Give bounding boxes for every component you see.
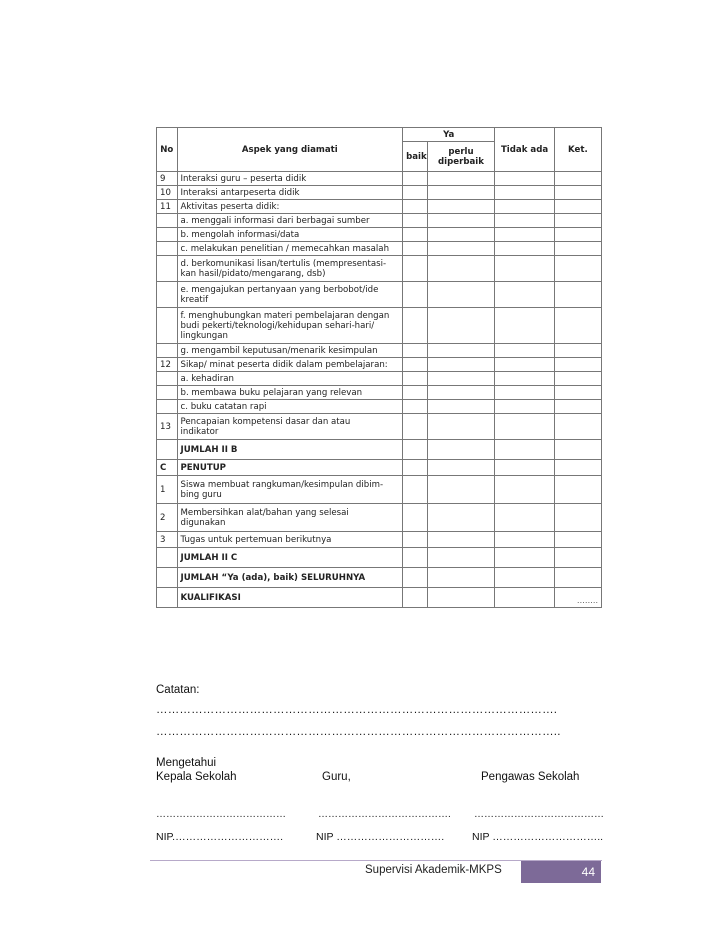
header-aspek: Aspek yang diamati <box>177 128 403 172</box>
table-row <box>157 568 602 588</box>
tidak-ada-cell[interactable] <box>495 186 554 200</box>
table-row <box>157 400 602 414</box>
baik-cell[interactable] <box>403 228 428 242</box>
ket-cell[interactable] <box>554 358 601 372</box>
tidak-ada-cell[interactable] <box>495 386 554 400</box>
notes-line-2: ………………………………………………………………………………………….. <box>156 726 561 738</box>
baik-cell[interactable] <box>403 358 428 372</box>
tidak-ada-cell[interactable] <box>495 504 554 532</box>
perlu-cell[interactable] <box>427 256 495 282</box>
row-aspect-text: g. mengambil keputusan/menarik kesimpulan <box>177 344 403 358</box>
baik-cell[interactable] <box>403 256 428 282</box>
observation-sheet <box>156 127 602 608</box>
table-row <box>157 256 602 282</box>
header-perlu: perlu diperbaik <box>427 142 495 172</box>
table-row <box>157 214 602 228</box>
perlu-cell[interactable] <box>427 344 495 358</box>
tidak-ada-cell[interactable] <box>495 256 554 282</box>
baik-cell[interactable] <box>403 344 428 358</box>
baik-cell[interactable] <box>403 200 428 214</box>
tidak-ada-cell[interactable] <box>495 532 554 548</box>
ket-cell[interactable] <box>554 476 601 504</box>
pengawas-label: Pengawas Sekolah <box>481 771 580 783</box>
row-number <box>157 256 178 282</box>
ket-cell[interactable] <box>554 214 601 228</box>
row-aspect-text: d. berkomunikasi lisan/tertulis (mempresentasi- kan hasil/pidato/mengarang, dsb) <box>177 256 403 282</box>
row-aspect-text: JUMLAH “Ya (ada), baik) SELURUHNYA <box>177 568 403 588</box>
ket-cell[interactable] <box>554 414 601 440</box>
baik-cell[interactable] <box>403 476 428 504</box>
row-number: C <box>157 460 178 476</box>
row-number <box>157 242 178 256</box>
row-aspect-text: b. mengolah informasi/data <box>177 228 403 242</box>
perlu-cell[interactable] <box>427 172 495 186</box>
perlu-cell[interactable] <box>427 214 495 228</box>
kepala-sekolah-label: Kepala Sekolah <box>156 771 237 783</box>
row-number <box>157 308 178 344</box>
perlu-cell[interactable] <box>427 588 495 608</box>
signature-section <box>156 757 606 847</box>
row-aspect-text: JUMLAH II C <box>177 548 403 568</box>
ket-cell: …….. <box>554 588 601 608</box>
table-body <box>157 172 602 608</box>
row-number <box>157 372 178 386</box>
baik-cell[interactable] <box>403 568 428 588</box>
table-row <box>157 386 602 400</box>
table-row <box>157 344 602 358</box>
header-ket: Ket. <box>554 128 601 172</box>
row-number <box>157 214 178 228</box>
notes-line-1: …………………………………………………………………………………………. <box>156 704 558 716</box>
row-aspect-text: PENUTUP <box>177 460 403 476</box>
table-row <box>157 242 602 256</box>
tidak-ada-cell[interactable] <box>495 172 554 186</box>
row-aspect-text: b. membawa buku pelajaran yang relevan <box>177 386 403 400</box>
perlu-cell[interactable] <box>427 414 495 440</box>
row-aspect-text: Interaksi antarpeserta didik <box>177 186 403 200</box>
row-aspect-text: Tugas untuk pertemuan berikutnya <box>177 532 403 548</box>
row-number <box>157 568 178 588</box>
row-number: 1 <box>157 476 178 504</box>
footer-title: Supervisi Akademik-MKPS <box>365 864 502 876</box>
signature-line-guru: …………………………………. <box>318 809 451 820</box>
table-row <box>157 414 602 440</box>
ket-cell[interactable] <box>554 568 601 588</box>
table-row <box>157 282 602 308</box>
row-aspect-text: Interaksi guru – peserta didik <box>177 172 403 186</box>
row-number <box>157 588 178 608</box>
tidak-ada-cell[interactable] <box>495 548 554 568</box>
ket-cell[interactable] <box>554 548 601 568</box>
table-row <box>157 548 602 568</box>
perlu-cell[interactable] <box>427 242 495 256</box>
perlu-cell[interactable] <box>427 358 495 372</box>
baik-cell[interactable] <box>403 460 428 476</box>
baik-cell[interactable] <box>403 282 428 308</box>
table-row <box>157 186 602 200</box>
tidak-ada-cell[interactable] <box>495 242 554 256</box>
nip-pengawas: NIP ………………………….. <box>472 831 604 843</box>
baik-cell[interactable] <box>403 172 428 186</box>
row-aspect-text: a. menggali informasi dari berbagai sumber <box>177 214 403 228</box>
header-baik: baik <box>403 142 428 172</box>
baik-cell[interactable] <box>403 414 428 440</box>
perlu-cell[interactable] <box>427 504 495 532</box>
tidak-ada-cell[interactable] <box>495 568 554 588</box>
perlu-cell[interactable] <box>427 282 495 308</box>
page-number-box <box>521 861 601 883</box>
perlu-cell[interactable] <box>427 228 495 242</box>
row-aspect-text: Sikap/ minat peserta didik dalam pembelajaran: <box>177 358 403 372</box>
row-aspect-text: Aktivitas peserta didik: <box>177 200 403 214</box>
ket-cell[interactable] <box>554 386 601 400</box>
tidak-ada-cell[interactable] <box>495 282 554 308</box>
tidak-ada-cell[interactable] <box>495 400 554 414</box>
row-number <box>157 282 178 308</box>
table-row <box>157 476 602 504</box>
tidak-ada-cell[interactable] <box>495 460 554 476</box>
ket-cell[interactable] <box>554 532 601 548</box>
header-tidak-ada: Tidak ada <box>495 128 554 172</box>
notes-label: Catatan: <box>156 684 200 696</box>
table-row <box>157 308 602 344</box>
baik-cell[interactable] <box>403 548 428 568</box>
row-number <box>157 386 178 400</box>
perlu-cell[interactable] <box>427 186 495 200</box>
row-number: 9 <box>157 172 178 186</box>
baik-cell[interactable] <box>403 400 428 414</box>
row-number <box>157 440 178 460</box>
ket-cell[interactable] <box>554 308 601 344</box>
tidak-ada-cell[interactable] <box>495 308 554 344</box>
row-number: 10 <box>157 186 178 200</box>
observation-table <box>156 127 602 608</box>
perlu-cell[interactable] <box>427 532 495 548</box>
ket-cell[interactable] <box>554 172 601 186</box>
baik-cell[interactable] <box>403 504 428 532</box>
row-aspect-text: f. menghubungkan materi pembelajaran dengan budi pekerti/teknologi/kehidupan sehari-hari/ lingkungan <box>177 308 403 344</box>
baik-cell[interactable] <box>403 532 428 548</box>
tidak-ada-cell[interactable] <box>495 344 554 358</box>
ket-cell[interactable] <box>554 460 601 476</box>
row-number: 12 <box>157 358 178 372</box>
perlu-cell[interactable] <box>427 200 495 214</box>
row-number: 2 <box>157 504 178 532</box>
table-row <box>157 200 602 214</box>
ket-cell[interactable] <box>554 344 601 358</box>
header-ya: Ya <box>403 128 495 142</box>
tidak-ada-cell[interactable] <box>495 358 554 372</box>
tidak-ada-cell[interactable] <box>495 228 554 242</box>
ket-cell[interactable] <box>554 200 601 214</box>
row-aspect-text: a. kehadiran <box>177 372 403 386</box>
row-aspect-text: c. buku catatan rapi <box>177 400 403 414</box>
table-row <box>157 228 602 242</box>
signature-line-pengawas: ………………………………… <box>474 809 604 820</box>
row-number <box>157 548 178 568</box>
table-row <box>157 504 602 532</box>
table-row <box>157 532 602 548</box>
table-row <box>157 358 602 372</box>
baik-cell[interactable] <box>403 242 428 256</box>
row-aspect-text: Membersihkan alat/bahan yang selesai digunakan <box>177 504 403 532</box>
row-number <box>157 228 178 242</box>
table-row <box>157 588 602 608</box>
perlu-cell[interactable] <box>427 568 495 588</box>
perlu-cell[interactable] <box>427 548 495 568</box>
row-number: 11 <box>157 200 178 214</box>
row-aspect-text: e. mengajukan pertanyaan yang berbobot/ide kreatif <box>177 282 403 308</box>
tidak-ada-cell[interactable] <box>495 440 554 460</box>
baik-cell[interactable] <box>403 186 428 200</box>
table-row <box>157 460 602 476</box>
baik-cell[interactable] <box>403 308 428 344</box>
header-no: No <box>157 128 178 172</box>
ket-cell[interactable] <box>554 242 601 256</box>
perlu-cell[interactable] <box>427 308 495 344</box>
notes-section <box>156 684 606 738</box>
ket-cell[interactable] <box>554 256 601 282</box>
tidak-ada-cell[interactable] <box>495 476 554 504</box>
row-aspect-text: c. melakukan penelitian / memecahkan masalah <box>177 242 403 256</box>
ket-cell[interactable] <box>554 282 601 308</box>
table-row <box>157 372 602 386</box>
perlu-cell[interactable] <box>427 440 495 460</box>
row-number <box>157 344 178 358</box>
tidak-ada-cell[interactable] <box>495 588 554 608</box>
ket-cell[interactable] <box>554 228 601 242</box>
row-aspect-text: Pencapaian kompetensi dasar dan atau indikator <box>177 414 403 440</box>
row-aspect-text: Siswa membuat rangkuman/kesimpulan dibim- bing guru <box>177 476 403 504</box>
tidak-ada-cell[interactable] <box>495 200 554 214</box>
ket-cell[interactable] <box>554 372 601 386</box>
signature-line-kepala: ………………………………… <box>156 809 286 820</box>
baik-cell[interactable] <box>403 588 428 608</box>
perlu-cell[interactable] <box>427 476 495 504</box>
row-number <box>157 400 178 414</box>
row-aspect-text: JUMLAH II B <box>177 440 403 460</box>
baik-cell[interactable] <box>403 372 428 386</box>
nip-guru: NIP …………………………. <box>316 831 445 843</box>
ket-cell[interactable] <box>554 440 601 460</box>
page-number: 44 <box>581 865 595 879</box>
perlu-cell[interactable] <box>427 460 495 476</box>
table-row <box>157 172 602 186</box>
row-number: 13 <box>157 414 178 440</box>
baik-cell[interactable] <box>403 386 428 400</box>
mengetahui-label: Mengetahui <box>156 757 217 769</box>
ket-cell[interactable] <box>554 504 601 532</box>
row-aspect-text: KUALIFIKASI <box>177 588 403 608</box>
ket-cell[interactable] <box>554 186 601 200</box>
tidak-ada-cell[interactable] <box>495 414 554 440</box>
perlu-cell[interactable] <box>427 372 495 386</box>
guru-label: Guru, <box>322 771 351 783</box>
nip-kepala: NIP.…………………………. <box>156 831 283 843</box>
row-number: 3 <box>157 532 178 548</box>
tidak-ada-cell[interactable] <box>495 214 554 228</box>
tidak-ada-cell[interactable] <box>495 372 554 386</box>
perlu-cell[interactable] <box>427 386 495 400</box>
perlu-cell[interactable] <box>427 400 495 414</box>
table-row <box>157 440 602 460</box>
baik-cell[interactable] <box>403 440 428 460</box>
baik-cell[interactable] <box>403 214 428 228</box>
ket-cell[interactable] <box>554 400 601 414</box>
